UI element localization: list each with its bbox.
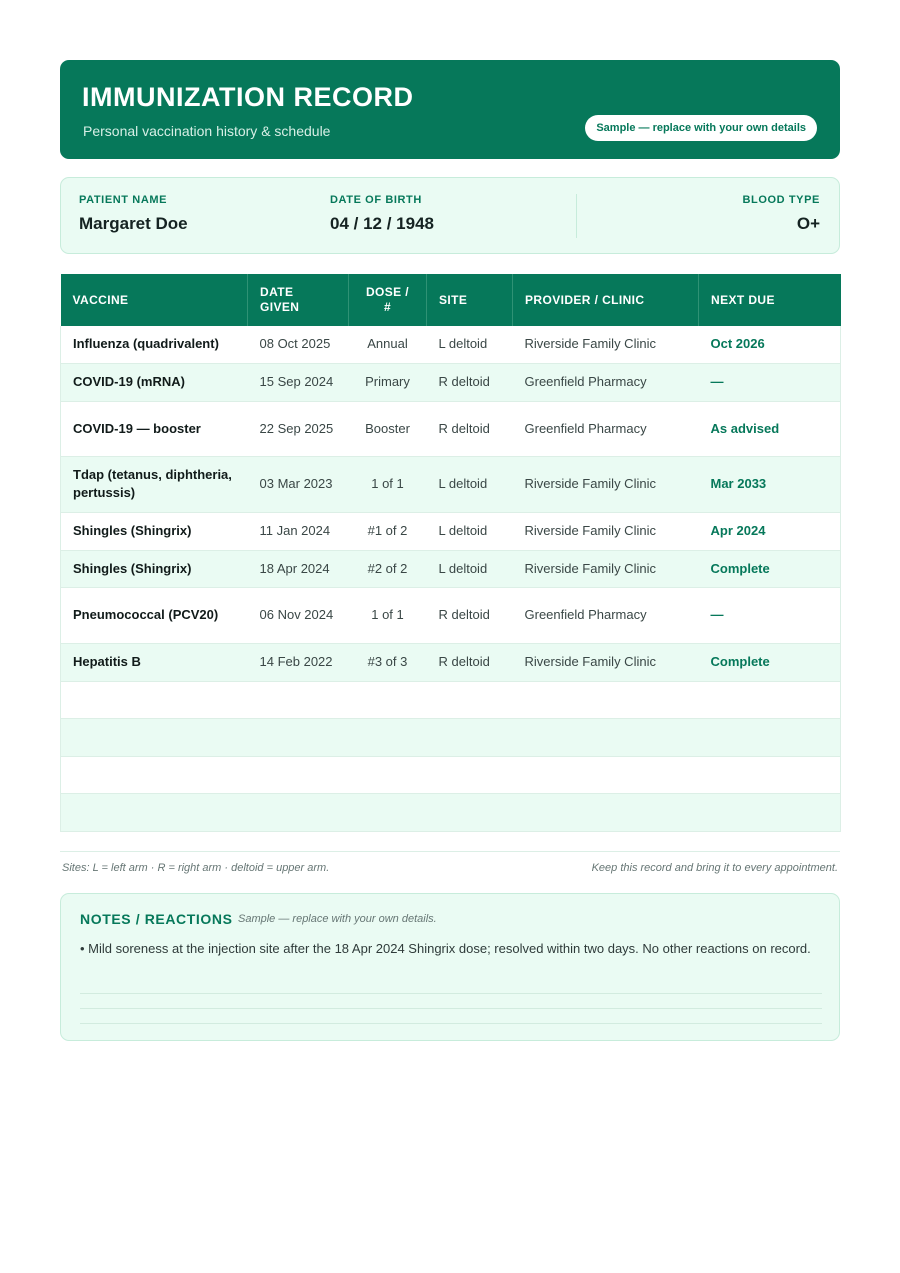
notes-card (60, 893, 840, 1041)
date-given-cell: 08 Oct 2025 (248, 326, 349, 363)
patient-name-label: PATIENT NAME (79, 194, 168, 206)
vaccine-cell (61, 756, 248, 793)
provider-cell (513, 793, 699, 831)
footer-divider (60, 851, 840, 852)
col-header-vaccine: VACCINE (61, 274, 248, 326)
provider-cell (513, 681, 699, 718)
date-given-cell: 06 Nov 2024 (248, 587, 349, 643)
next-due-cell: — (699, 363, 841, 401)
blood-type-field (742, 194, 820, 234)
provider-cell: Greenfield Pharmacy (513, 587, 699, 643)
next-due-cell (699, 681, 841, 718)
site-cell: L deltoid (427, 550, 513, 587)
vaccine-cell: COVID-19 (mRNA) (61, 363, 248, 401)
site-cell: L deltoid (427, 326, 513, 363)
vaccine-cell: Shingles (Shingrix) (61, 512, 248, 550)
sample-badge: Sample — replace with your own details (585, 115, 817, 141)
notes-writing-line (80, 1008, 822, 1009)
next-due-cell: Complete (699, 643, 841, 681)
dose-cell: Annual (349, 326, 427, 363)
table-row (61, 363, 841, 401)
vaccine-cell (61, 718, 248, 756)
dose-cell: Primary (349, 363, 427, 401)
patient-divider (576, 194, 577, 238)
date-given-cell: 22 Sep 2025 (248, 401, 349, 456)
provider-cell: Riverside Family Clinic (513, 643, 699, 681)
table-row (61, 456, 841, 512)
date-of-birth-value: 04 / 12 / 1948 (330, 214, 434, 233)
immunization-table (60, 274, 841, 832)
provider-cell: Greenfield Pharmacy (513, 363, 699, 401)
blood-type-value: O+ (796, 214, 820, 233)
site-cell (427, 681, 513, 718)
provider-cell: Greenfield Pharmacy (513, 401, 699, 456)
table-row (61, 681, 841, 718)
site-legend: Sites: L = left arm · R = right arm · deltoid = upper arm. (62, 862, 330, 874)
site-cell: R deltoid (427, 587, 513, 643)
dose-cell: #1 of 2 (349, 512, 427, 550)
dose-cell: #3 of 3 (349, 643, 427, 681)
table-row (61, 793, 841, 831)
vaccine-cell (61, 793, 248, 831)
provider-cell (513, 756, 699, 793)
provider-cell: Riverside Family Clinic (513, 550, 699, 587)
next-due-cell: As advised (699, 401, 841, 456)
next-due-cell: Mar 2033 (699, 456, 841, 512)
site-cell: R deltoid (427, 401, 513, 456)
table-row (61, 401, 841, 456)
table-row (61, 512, 841, 550)
dose-cell (349, 756, 427, 793)
table-row (61, 326, 841, 363)
next-due-cell (699, 793, 841, 831)
dose-cell: 1 of 1 (349, 456, 427, 512)
next-due-cell: Oct 2026 (699, 326, 841, 363)
page-subtitle: Personal vaccination history & schedule (83, 123, 331, 139)
vaccine-cell: Pneumococcal (PCV20) (61, 587, 248, 643)
patient-name-field (79, 194, 188, 234)
col-header-date-given: DATE GIVEN (248, 274, 349, 326)
dose-cell: 1 of 1 (349, 587, 427, 643)
provider-cell: Riverside Family Clinic (513, 326, 699, 363)
date-given-cell: 14 Feb 2022 (248, 643, 349, 681)
col-header-provider: PROVIDER / CLINIC (513, 274, 699, 326)
next-due-cell: Complete (699, 550, 841, 587)
table-row (61, 718, 841, 756)
notes-title: NOTES / REACTIONS (80, 911, 233, 927)
col-header-next-due: NEXT DUE (699, 274, 841, 326)
notes-writing-line (80, 1023, 822, 1024)
blood-type-label: BLOOD TYPE (742, 194, 820, 206)
vaccine-cell: COVID-19 — booster (61, 401, 248, 456)
next-due-cell (699, 756, 841, 793)
next-due-cell: — (699, 587, 841, 643)
vaccine-cell: Shingles (Shingrix) (61, 550, 248, 587)
vaccine-cell: Tdap (tetanus, diphtheria, pertussis) (61, 456, 248, 512)
table-row (61, 550, 841, 587)
date-given-cell (248, 718, 349, 756)
notes-body: • Mild soreness at the injection site after the 18 Apr 2024 Shingrix dose; resolved within two days. No other reactions on record. (80, 941, 811, 956)
site-cell: R deltoid (427, 363, 513, 401)
date-given-cell: 15 Sep 2024 (248, 363, 349, 401)
col-header-site: SITE (427, 274, 513, 326)
table-row (61, 643, 841, 681)
date-given-cell (248, 793, 349, 831)
table-row (61, 756, 841, 793)
vaccine-cell: Hepatitis B (61, 643, 248, 681)
patient-name-value: Margaret Doe (79, 214, 188, 233)
dose-cell (349, 681, 427, 718)
date-given-cell: 03 Mar 2023 (248, 456, 349, 512)
site-cell: L deltoid (427, 456, 513, 512)
provider-cell (513, 718, 699, 756)
site-cell (427, 756, 513, 793)
date-of-birth-field (330, 194, 434, 234)
page-title: IMMUNIZATION RECORD (82, 82, 414, 112)
provider-cell: Riverside Family Clinic (513, 456, 699, 512)
site-cell (427, 793, 513, 831)
site-cell: L deltoid (427, 512, 513, 550)
table-row (61, 587, 841, 643)
record-header (60, 60, 840, 159)
col-header-dose: DOSE / # (349, 274, 427, 326)
dose-cell: Booster (349, 401, 427, 456)
notes-writing-line (80, 993, 822, 994)
dose-cell (349, 793, 427, 831)
table-header-row (61, 274, 841, 326)
provider-cell: Riverside Family Clinic (513, 512, 699, 550)
vaccine-cell: Influenza (quadrivalent) (61, 326, 248, 363)
date-given-cell (248, 681, 349, 718)
dose-cell (349, 718, 427, 756)
date-given-cell: 11 Jan 2024 (248, 512, 349, 550)
notes-sample-note: Sample — replace with your own details. (238, 913, 437, 925)
site-cell (427, 718, 513, 756)
record-reminder: Keep this record and bring it to every appointment. (591, 862, 838, 874)
dose-cell: #2 of 2 (349, 550, 427, 587)
vaccine-cell (61, 681, 248, 718)
next-due-cell: Apr 2024 (699, 512, 841, 550)
date-given-cell: 18 Apr 2024 (248, 550, 349, 587)
date-of-birth-label: DATE OF BIRTH (330, 194, 422, 206)
date-given-cell (248, 756, 349, 793)
site-cell: R deltoid (427, 643, 513, 681)
next-due-cell (699, 718, 841, 756)
patient-info-card (60, 177, 840, 254)
